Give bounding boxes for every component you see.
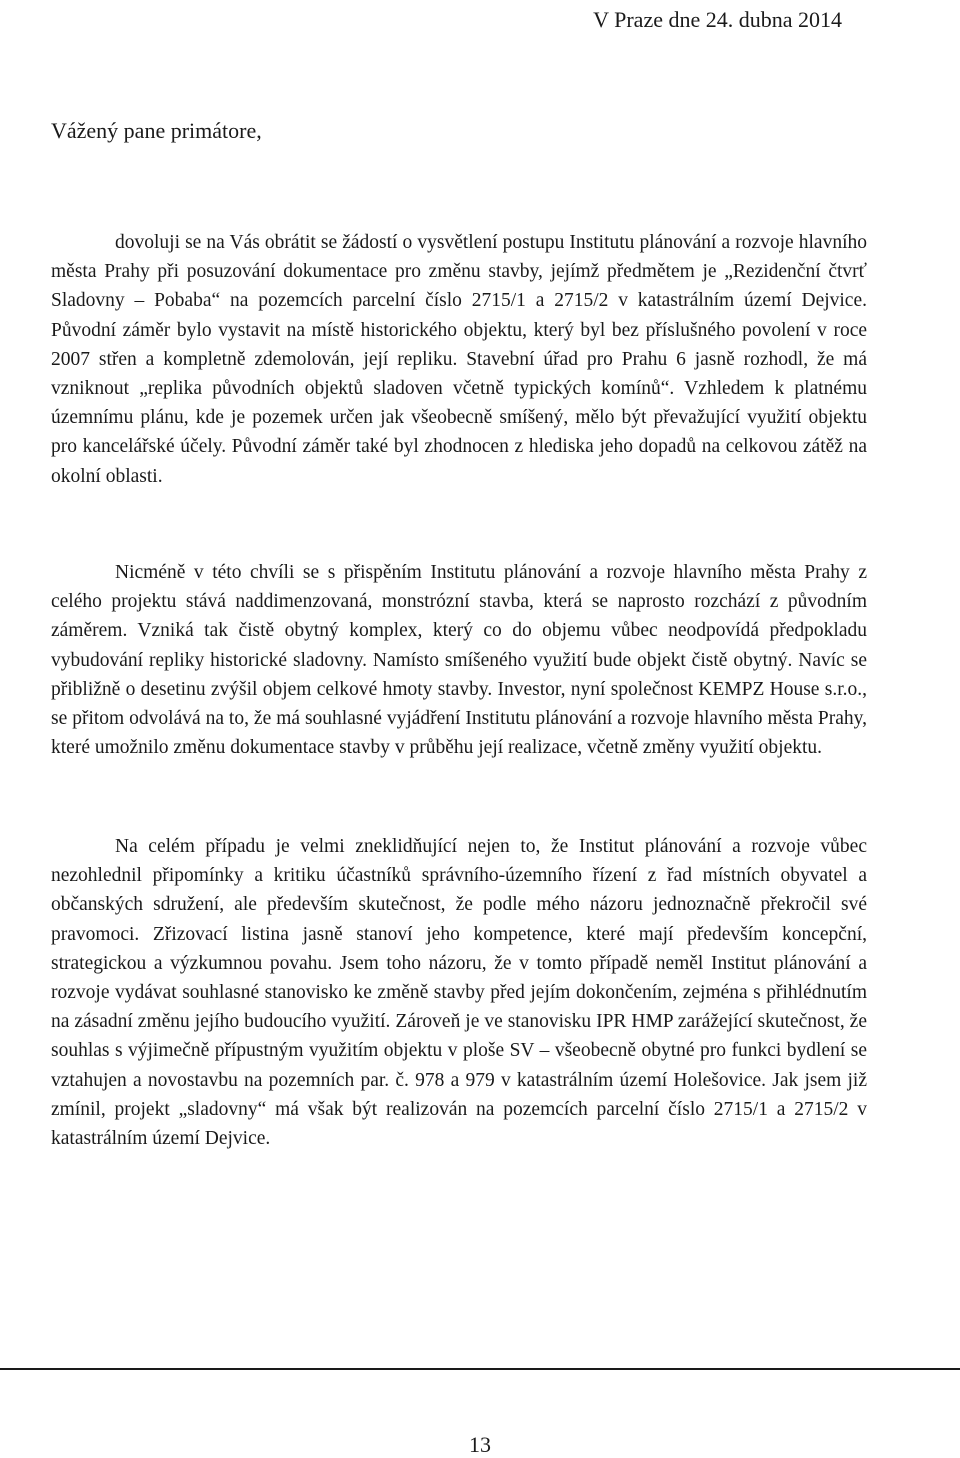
paragraph-project-change: Nicméně v této chvíli se s přispěním Institutu plánování a rozvoje hlavního města Prahy z celého projektu stává naddimenzovaná, monstrózní stavba, která se naprosto rozchází z původním záměrem. Vzniká tak čistě obytný komplex, který co do objemu vůbec neodpovídá předpokladu vybudování repliky historické sladovny. Namísto smíšeného využití bude objekt čistě obytný. Navíc se přibližně o desetinu zvýšil objem celkové hmoty stavby. Investor, nyní společnost KEMPZ House s.r.o., se přitom odvolává na to, že má souhlasné vyjádření Institutu plánování a rozvoje hlavního města Prahy, které umožnilo změnu dokumentace stavby v průběhu její realizace, včetně změny využití objektu. (51, 562, 867, 759)
paragraph-institute-request: dovoluji se na Vás obrátit se žádostí o vysvětlení postupu Institutu plánování a rozvoje hlavního města Prahy při posuzování dokumentace pro změnu stavby, jejímž předmětem je „Rezidenční čtvrť Sladovny – Pobaba“ na pozemcích parcelní číslo 2715/1 a 2715/2 v katastrálním území Dejvice. Původní záměr bylo vystavit na místě historického objektu, který byl bez příslušného povolení v roce 2007 střen a kompletně zdemolován, její repliku. Stavební úřad pro Prahu 6 jasně rozhodl, že má vzniknout „replika původních objektů sladoven včetně typických komínů“. Vzhledem k platnému územnímu plánu, kde je pozemek určen jak všeobecně smíšený, mělo být převažující využití objektu pro kancelářské účely. Původní záměr také byl zhodnocen z hlediska jeho dopadů na celkovou zátěž na okolní oblasti. (51, 232, 867, 487)
letter-date: V Praze dne 24. dubna 2014 (593, 7, 842, 32)
page-number: 13 (469, 1432, 491, 1457)
footer-divider (0, 1368, 960, 1370)
salutation: Vážený pane primátore, (51, 118, 262, 143)
paragraph-competence-concern: Na celém případu je velmi zneklidňující nejen to, že Institut plánování a rozvoje vůbec nezohlednil připomínky a kritiku účastníků správního-územního řízení z řad místních obyvatel a občanských sdružení, ale především skutečnost, že podle mého názoru jednoznačně překročil své pravomoci. Zřizovací listina jasně stanoví jeho kompetence, které mají především koncepční, strategickou a výzkumnou povahu. Jsem toho názoru, že v tomto případě neměl Institut plánování a rozvoje vydávat souhlasné stanovisko ke změně stavby před jejím dokončením, zejména s přihlédnutím na zásadní změnu jejího budoucího využití. Zároveň je ve stanovisku IPR HMP zarážející skutečnost, že souhlas s výjimečně přípustným využitím objektu v ploše SV – všeobecně obytné pro funkci bydlení se vztahujen a novostavbu na pozemních par. č. 978 a 979 v katastrálním území Holešovice. Jak jsem již zmínil, projekt „sladovny“ má však být realizován na pozemcích parcelní číslo 2715/1 a 2715/2 v katastrálním území Dejvice. (51, 836, 867, 1150)
